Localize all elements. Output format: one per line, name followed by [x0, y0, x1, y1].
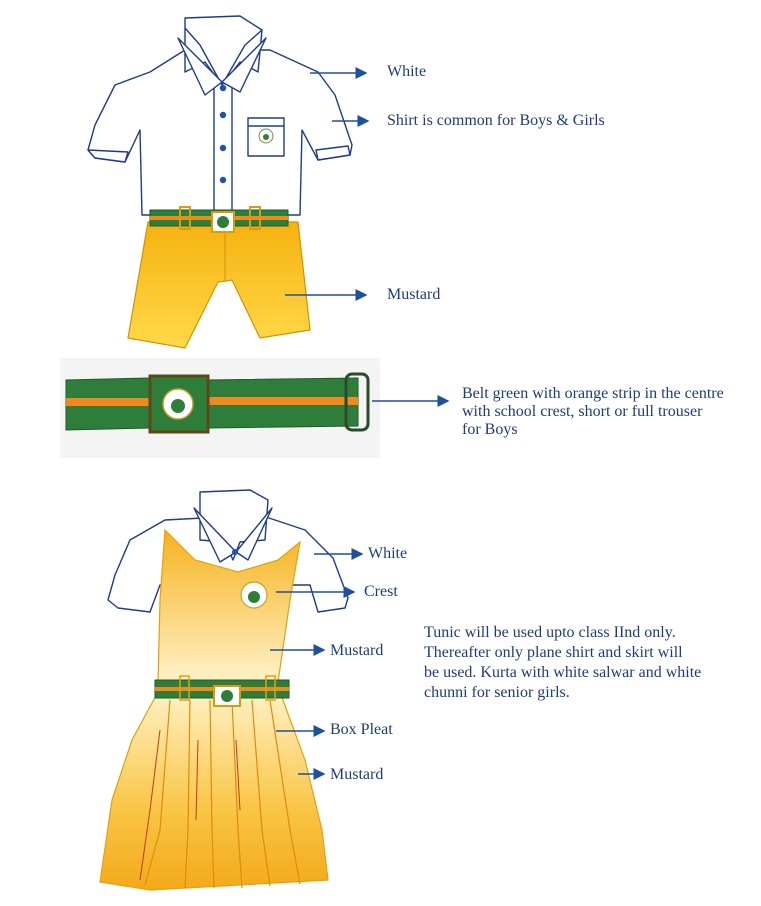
note-line4: chunni for senior girls. [424, 684, 570, 701]
label-girl-shirt-white: White [368, 545, 408, 562]
label-skirt-mustard: Mustard [330, 766, 384, 783]
label-shirt-common: Shirt is common for Boys & Girls [387, 112, 605, 129]
tunic-note [424, 623, 701, 703]
label-crest: Crest [364, 583, 398, 600]
shorts-icon [128, 222, 310, 348]
girl-shirt-button [232, 549, 238, 555]
note-line3: be used. Kurta with white salwar and white [424, 664, 702, 681]
belt-desc-line1: Belt green with orange strip in the centre [462, 385, 724, 402]
crest-icon [241, 582, 267, 608]
label-tunic-mustard: Mustard [330, 642, 384, 659]
note-line2: Thereafter only plane shirt and skirt will [424, 644, 683, 661]
belt-description [462, 384, 724, 440]
pocket-crest-icon [259, 129, 273, 143]
label-box-pleat: Box Pleat [330, 721, 393, 738]
belt-desc-line2: with school crest, short or full trouser [462, 403, 703, 420]
label-shirt-white: White [387, 63, 427, 80]
belt-icon [60, 358, 380, 458]
note-line1: Tunic will be used upto class IInd only. [424, 624, 676, 641]
label-shorts-mustard: Mustard [387, 286, 441, 303]
belt-desc-line3: for Boys [462, 421, 518, 438]
